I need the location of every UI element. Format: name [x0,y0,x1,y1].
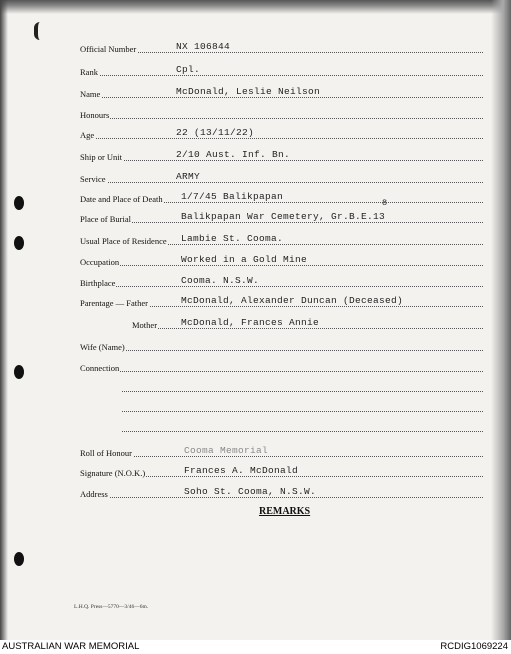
printer-imprint: L.H.Q. Press—5770—3/46—6m. [74,604,149,610]
signature-label: Signature (N.O.K.) [80,468,146,478]
official-number-label: Official Number [80,44,137,54]
wife-row [80,338,483,352]
age-label: Age [80,130,95,140]
footer-institution: AUSTRALIAN WAR MEMORIAL [2,641,140,652]
name-label: Name [80,89,101,99]
residence-row [80,232,483,246]
unit-value: 2/10 Aust. Inf. Bn. [176,149,291,160]
scan-left-edge [0,0,8,640]
father-row [80,294,483,308]
birthplace-row [80,274,483,288]
service-label: Service [80,174,106,184]
mother-value: McDonald, Frances Annie [181,317,320,328]
roll-of-honour-value: Cooma Memorial [184,445,269,456]
scan-right-edge [491,0,511,640]
father-value: McDonald, Alexander Duncan (Deceased) [181,295,404,306]
burial-value: Balikpapan War Cemetery, Gr.B.E.13 [181,211,386,222]
connection-line [122,379,483,393]
address-row [80,485,483,499]
service-value: ARMY [176,171,201,182]
mother-label: Mother [132,320,158,330]
occupation-row [80,253,483,267]
name-row [80,85,483,99]
honours-row [80,106,483,120]
punch-hole [14,196,24,210]
death-value: 1/7/45 Balikpapan [181,191,284,202]
rank-label: Rank [80,67,98,77]
punch-hole [14,365,24,379]
age-value: 22 (13/11/22) [176,127,255,138]
official-number-row [80,40,483,54]
residence-value: Lambie St. Cooma. [181,233,284,244]
rank-row [80,63,483,77]
burial-correction: 8 [382,198,388,208]
honours-label: Honours [80,110,110,120]
signature-row [80,464,483,478]
burial-label: Place of Burial [80,214,131,224]
rank-value: Cpl. [176,64,201,75]
archive-footer [0,640,511,654]
birthplace-label: Birthplace [80,278,116,288]
connection-line [122,419,483,433]
occupation-value: Worked in a Gold Mine [181,254,308,265]
remarks-heading: REMARKS [259,506,311,517]
signature-value: Frances A. McDonald [184,465,299,476]
unit-label: Ship or Unit [80,152,123,162]
address-value: Soho St. Cooma, N.S.W. [184,486,317,497]
occupation-label: Occupation [80,257,120,267]
punch-hole [14,552,24,566]
wife-label: Wife (Name) [80,342,125,352]
death-label: Date and Place of Death [80,194,163,204]
punch-hole [14,236,24,250]
connection-row [80,359,483,373]
name-value: McDonald, Leslie Neilson [176,86,321,97]
roll-of-honour-label: Roll of Honour [80,448,132,458]
death-row [80,190,483,204]
connection-label: Connection [80,363,120,373]
connection-line [122,399,483,413]
residence-label: Usual Place of Residence [80,236,167,246]
service-row [80,170,483,184]
unit-row [80,148,483,162]
mother-row [132,316,483,330]
ink-mark [34,22,46,40]
age-row [80,126,483,140]
father-label: Parentage — Father [80,298,148,308]
birthplace-value: Cooma. N.S.W. [181,275,260,286]
address-label: Address [80,489,108,499]
official-number-value: NX 106844 [176,41,231,52]
roll-of-honour-row [80,444,483,458]
footer-record-id: RCDIG1069224 [440,641,508,652]
scan-top-edge [0,0,511,14]
